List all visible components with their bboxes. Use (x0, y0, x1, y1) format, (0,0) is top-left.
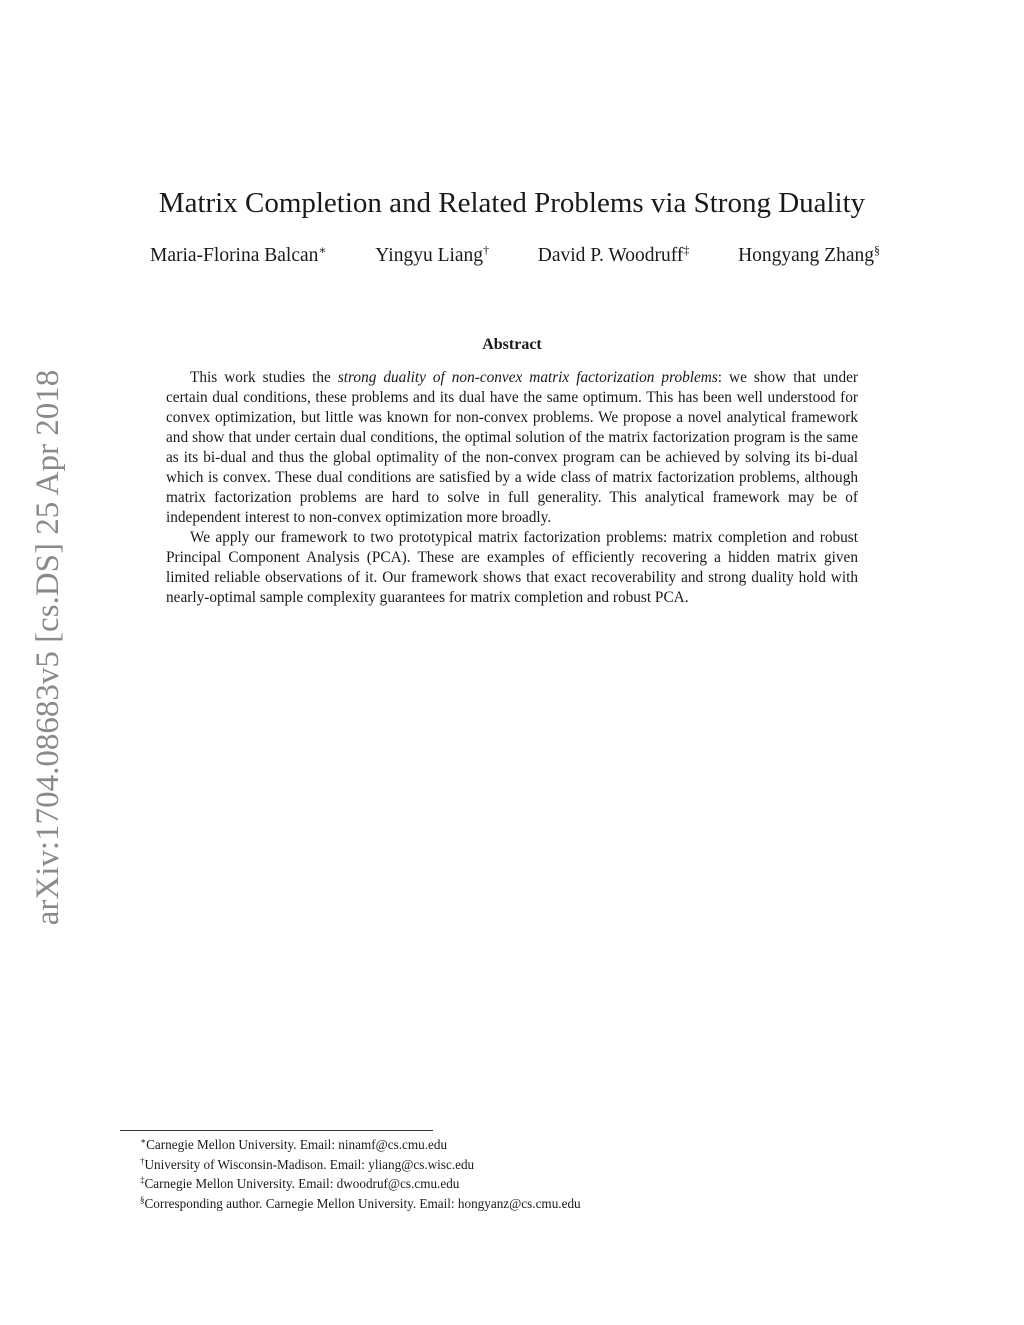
author-1 (150, 243, 327, 269)
abstract-body (166, 368, 858, 608)
footnote-1 (140, 1135, 900, 1155)
abstract-paragraph-2: We apply our framework to two prototypical matrix factorization problems: matrix completion and robust Principal Component Analysis (PCA). These are examples of efficiently recovering a hidden matrix given limited reliable observations of it. Our framework shows that exact recoverability and strong duality hold with nearly-optimal sample complexity guarantees for matrix completion and robust PCA. (166, 529, 858, 606)
author-name: Maria-Florina Balcan (150, 245, 319, 266)
footnote-text: Carnegie Mellon University. Email: ninamf@cs.cmu.edu (146, 1137, 448, 1152)
author-footnote-mark: ‡ (683, 243, 690, 257)
paper-title: Matrix Completion and Related Problems via Strong Duality (158, 187, 866, 219)
footnote-mark: § (140, 1194, 145, 1205)
author-footnote-mark: ∗ (318, 243, 327, 257)
footnote-mark: ‡ (140, 1175, 145, 1185)
footnote-mark: † (140, 1155, 145, 1166)
abstract-emphasis: strong duality of non-convex matrix factorization problems (337, 369, 718, 386)
author-name: David P. Woodruff (537, 245, 684, 266)
footnote-3 (140, 1174, 900, 1194)
author-footnote-mark: † (483, 243, 490, 257)
footnote-mark: ∗ (140, 1136, 147, 1146)
footnote-2 (140, 1155, 900, 1175)
author-2 (375, 243, 489, 269)
author-name: Yingyu Liang (375, 245, 484, 266)
footnote-4 (140, 1194, 900, 1214)
abstract-text: This work studies the (190, 369, 338, 386)
author-name: Hongyang Zhang (738, 245, 874, 266)
footnote-text: Carnegie Mellon University. Email: dwoodruf@cs.cmu.edu (144, 1176, 460, 1191)
abstract-heading: Abstract (482, 336, 542, 353)
footnote-text: University of Wisconsin-Madison. Email: yliang@cs.wisc.edu (144, 1156, 475, 1172)
abstract-paragraph-1 (166, 368, 858, 528)
footnotes (140, 1135, 900, 1213)
footnote-divider (120, 1130, 433, 1131)
abstract-text: : we show that under certain dual conditions, these problems and its dual have the same optimum. This has been well understood for convex optimization, but little was known for non-convex problems. We propose a novel analytical framework and show that under certain dual conditions, the optimal solution of the matrix factorization program is the same as its bi-dual and thus the global optimality of the non-convex program can be achieved by solving its bi-dual which is convex. These dual conditions are satisfied by a wide class of matrix factorization problems, although matrix factorization problems are hard to solve in full generality. This analytical framework may be of independent interest to non-convex optimization more broadly. (166, 369, 858, 526)
author-4 (738, 243, 880, 269)
footnote-text: Corresponding author. Carnegie Mellon University. Email: hongyanz@cs.cmu.edu (144, 1195, 581, 1211)
arxiv-identifier-text: arXiv:1704.08683v5 [cs.DS] 25 Apr 2018 (30, 369, 66, 926)
author-footnote-mark: § (874, 243, 880, 257)
author-3 (538, 243, 690, 269)
author-list (150, 243, 880, 269)
arxiv-identifier-stamp (28, 355, 68, 940)
